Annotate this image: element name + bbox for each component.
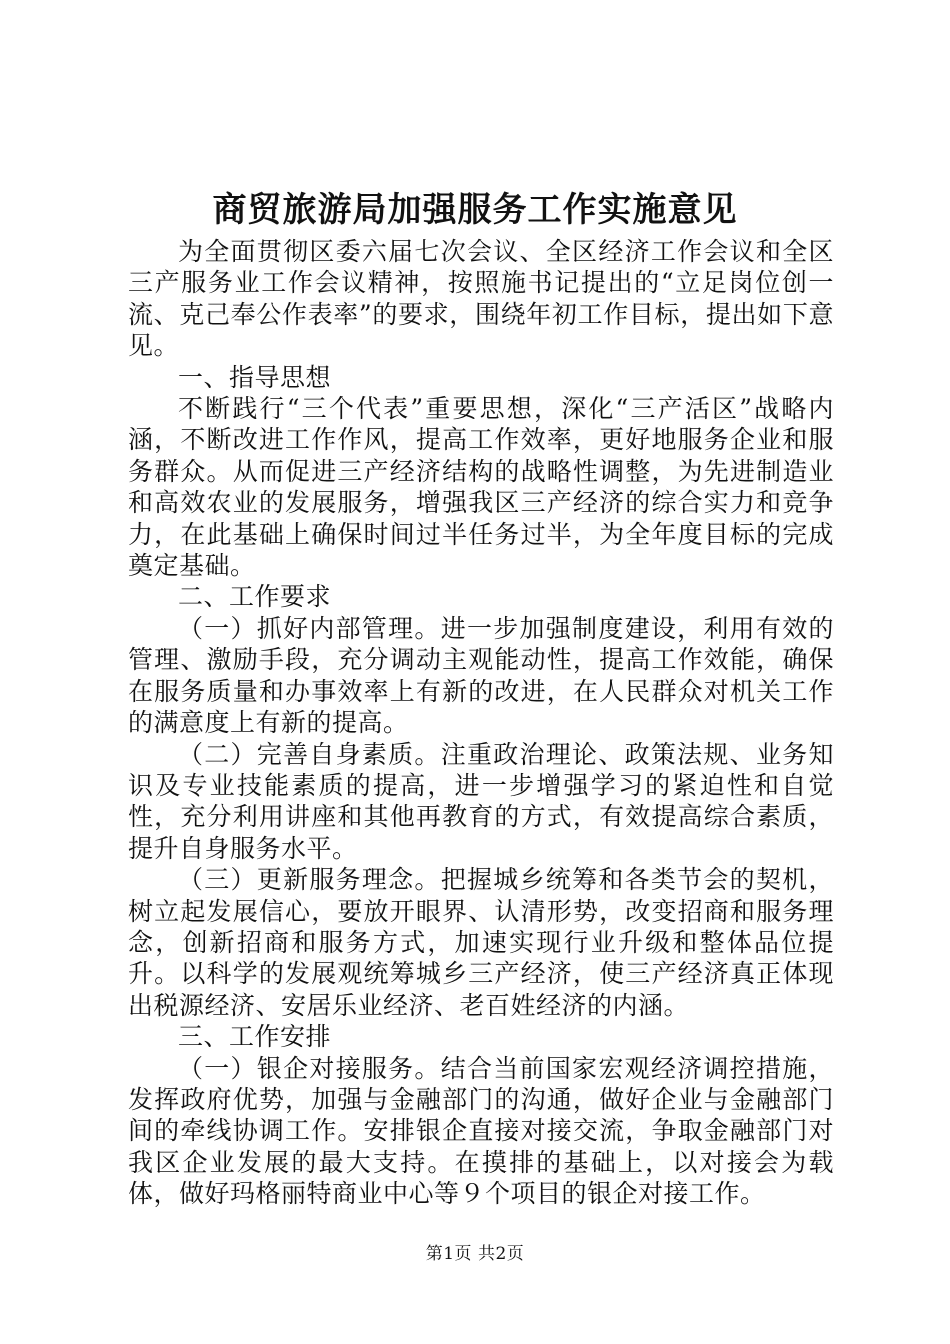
section-paragraph-guiding-thought: 不断践行“三个代表”重要思想，深化“三产活区”战略内涵，不断改进工作作风，提高工作效率，更好地服务企业和服务群众。从而促进三产经济结构的战略性调整，为先进制造业和高效农业的发展服务，增强我区三产经济的综合实力和竞争力，在此基础上确保时间过半任务过半，为全年度目标的完成奠定基础。 <box>128 394 834 581</box>
requirement-item-2: （二）完善自身素质。注重政治理论、政策法规、业务知识及专业技能素质的提高，进一步增强学习的紧迫性和自觉性，充分利用讲座和其他再教育的方式，有效提高综合素质，提升自身服务水平。 <box>128 739 834 863</box>
section-heading-work-requirements: 二、工作要求 <box>178 582 332 612</box>
section-heading-guiding-thought: 一、指导思想 <box>178 362 332 392</box>
arrangement-item-1: （一）银企对接服务。结合当前国家宏观经济调控措施，发挥政府优势，加强与金融部门的沟通，做好企业与金融部门间的牵线协调工作。安排银企直接对接交流，争取金融部门对我区企业发展的最大支持。在摸排的基础上，以对接会为载体，做好玛格丽特商业中心等９个项目的银企对接工作。 <box>128 1053 834 1209</box>
requirement-item-3: （三）更新服务理念。把握城乡统筹和各类节会的契机，树立起发展信心，要放开眼界、认清形势，改变招商和服务理念，创新招商和服务方式，加速实现行业升级和整体品位提升。以科学的发展观统筹城乡三产经济，使三产经济真正体现出税源经济、安居乐业经济、老百姓经济的内涵。 <box>128 865 834 1020</box>
intro-paragraph: 为全面贯彻区委六届七次会议、全区经济工作会议和全区三产服务业工作会议精神，按照施书记提出的“立足岗位创一流、克己奉公作表率”的要求，围绕年初工作目标，提出如下意见。 <box>128 237 834 361</box>
document-body <box>128 236 834 1210</box>
requirement-item-1: （一）抓好内部管理。进一步加强制度建设，利用有效的管理、激励手段，充分调动主观能动性，提高工作效能，确保在服务质量和办事效率上有新的改进，在人民群众对机关工作的满意度上有新的提高。 <box>128 613 834 738</box>
document-title: 商贸旅游局加强服务工作实施意见 <box>212 190 738 230</box>
page-number-footer: 第1页 共2页 <box>425 1244 525 1264</box>
section-heading-work-arrangements: 三、工作安排 <box>178 1022 332 1052</box>
